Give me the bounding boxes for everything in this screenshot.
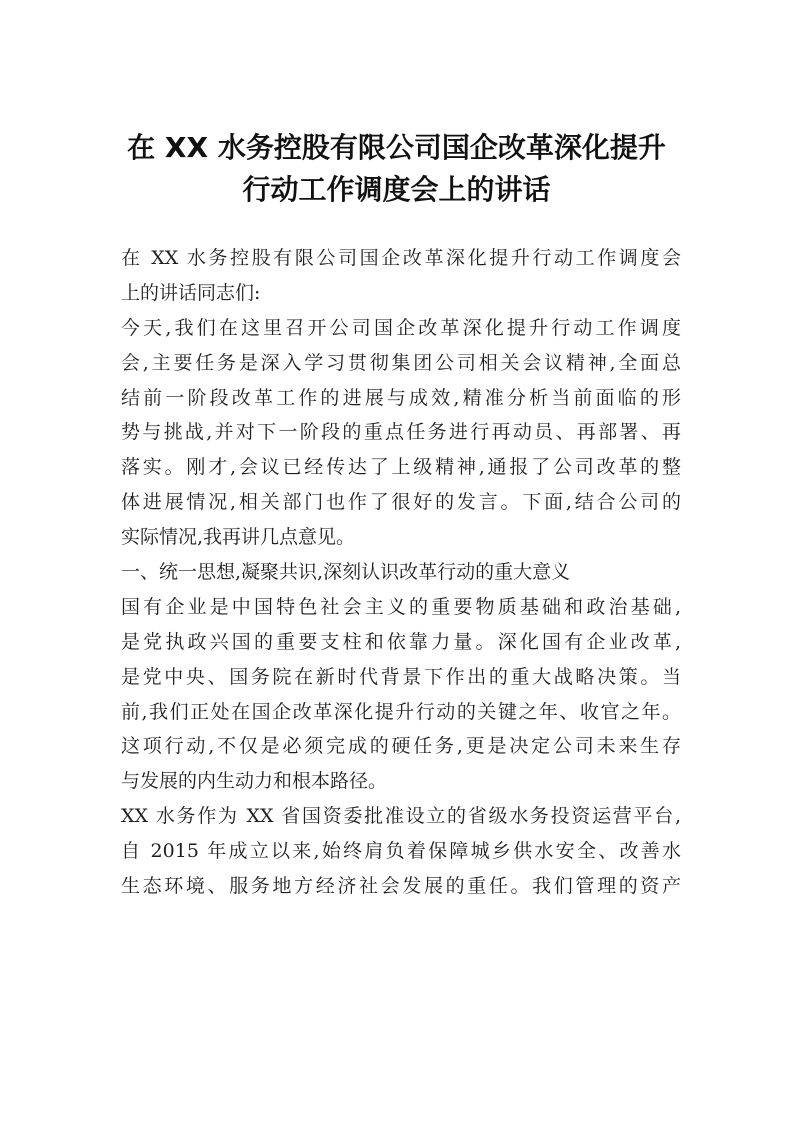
body-line: 结前一阶段改革工作的进展与成效,精准分析当前面临的形 [121,386,681,409]
section-heading: 一、统一思想,凝聚共识,深刻认识改革行动的重大意义 [121,561,571,584]
body-line: 国有企业是中国特色社会主义的重要物质基础和政治基础, [121,595,681,618]
body-line: 这项行动,不仅是必须完成的硬任务,更是决定公司未来生存 [121,735,681,758]
body-line: 是党执政兴国的重要支柱和依靠力量。深化国有企业改革, [121,630,681,653]
body-line: 会,主要任务是深入学习贯彻集团公司相关会议精神,全面总 [121,351,681,374]
body-line: 在 XX 水务控股有限公司国企改革深化提升行动工作调度会 [121,247,681,269]
body-line: 今天,我们在这里召开公司国企改革深化提升行动工作调度 [121,316,681,339]
body-line: 上的讲话同志们: [121,281,261,304]
body-line: 生态环境、服务地方经济社会发展的重任。我们管理的资产 [121,875,681,898]
document-body [121,241,681,904]
body-line: 实际情况,我再讲几点意见。 [121,526,356,549]
body-line: 前,我们正处在国企改革深化提升行动的关键之年、收官之年。 [121,700,681,723]
body-line: 落实。刚才,会议已经传达了上级精神,通报了公司改革的整 [121,456,681,479]
body-line: XX 水务作为 XX 省国资委批准设立的省级水务投资运营平台, [121,805,681,828]
document-title-line-2: 行动工作调度会上的讲话 [242,173,551,206]
body-line: 势与挑战,并对下一阶段的重点任务进行再动员、再部署、再 [121,421,681,444]
body-line: 与发展的内生动力和根本路径。 [121,770,388,793]
body-line: 自 2015 年成立以来,始终肩负着保障城乡供水安全、改善水 [121,840,681,863]
body-line: 体进展情况,相关部门也作了很好的发言。下面,结合公司的 [121,491,681,514]
body-line: 是党中央、国务院在新时代背景下作出的重大战略决策。当 [121,665,681,688]
document-title-line-1: 在 XX 水务控股有限公司国企改革深化提升 [127,131,666,164]
